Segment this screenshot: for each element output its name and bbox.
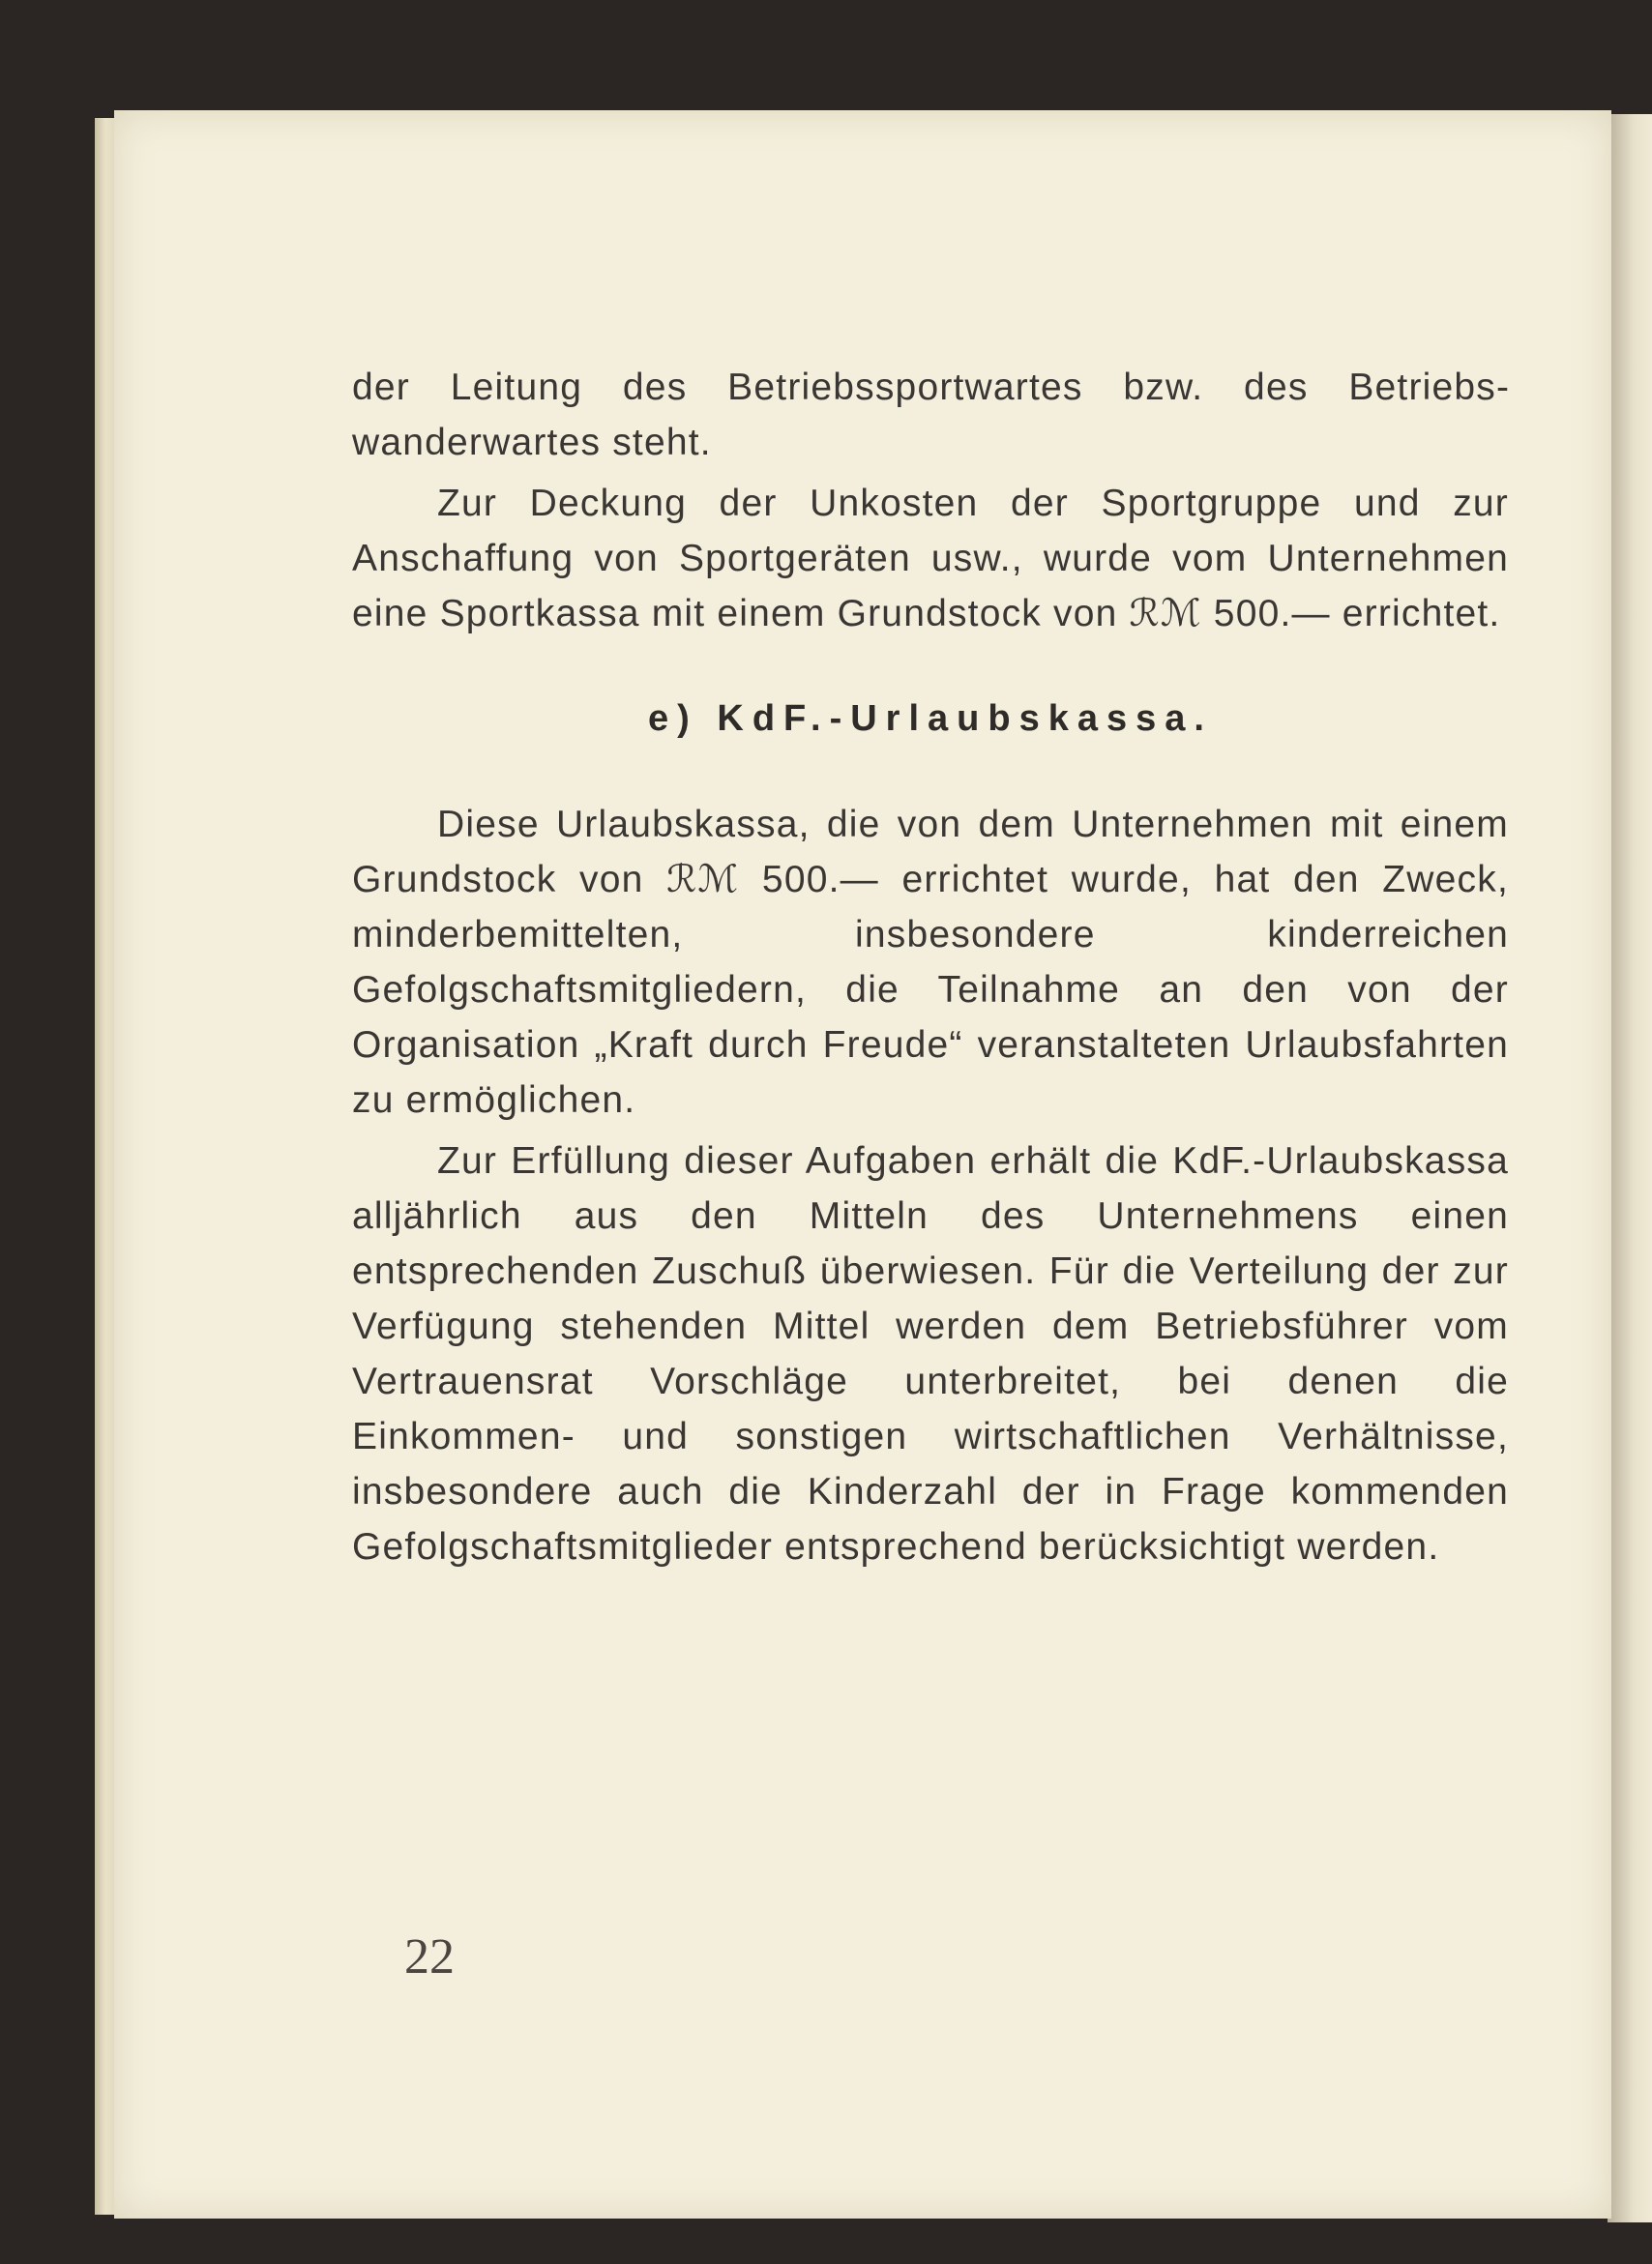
page-text [352, 360, 1509, 1574]
page-number: 22 [404, 1929, 455, 1985]
paragraph-3: Diese Urlaubskassa, die von dem Unternehmen mit einem Grundstock von ℛℳ 500.— errichtet wurde, hat den Zweck, minderbemittelten, insbesondere kinderreichen Gefolgschaftsmitgliedern, die Teilnahme an den von der Organisation „Kraft durch Freude“ veranstalteten Urlaubsfahrten zu ermöglichen. [352, 804, 1509, 1121]
paragraph-2: Zur Deckung der Unkosten der Sportgruppe und zur Anschaffung von Sportgeräten usw., wurde vom Unternehmen eine Sportkassa mit einem Grundstock von ℛℳ 500.— errichtet. [352, 483, 1509, 634]
facing-page-edge [1608, 114, 1652, 2222]
paragraph-4: Zur Erfüllung dieser Aufgaben erhält die KdF.-Urlaubskassa alljährlich aus den Mitteln des Unternehmens einen entsprechenden Zuschuß überwiesen. Für die Verteilung der zur Verfügung stehenden Mittel werden dem Betriebsführer vom Vertrauensrat Vorschläge unterbreitet, bei denen die Einkommen- und sonstigen wirtschaftlichen Verhältnisse, insbesondere auch die Kinderzahl der in Frage kommenden Gefolgschaftsmitglieder entsprechend berücksichtigt werden. [352, 1140, 1509, 1568]
paragraph-1: der Leitung des Betriebssportwartes bzw. des Betriebswanderwartes steht. [352, 367, 1509, 463]
section-heading: e) KdF.-Urlaubskassa. [648, 698, 1213, 739]
